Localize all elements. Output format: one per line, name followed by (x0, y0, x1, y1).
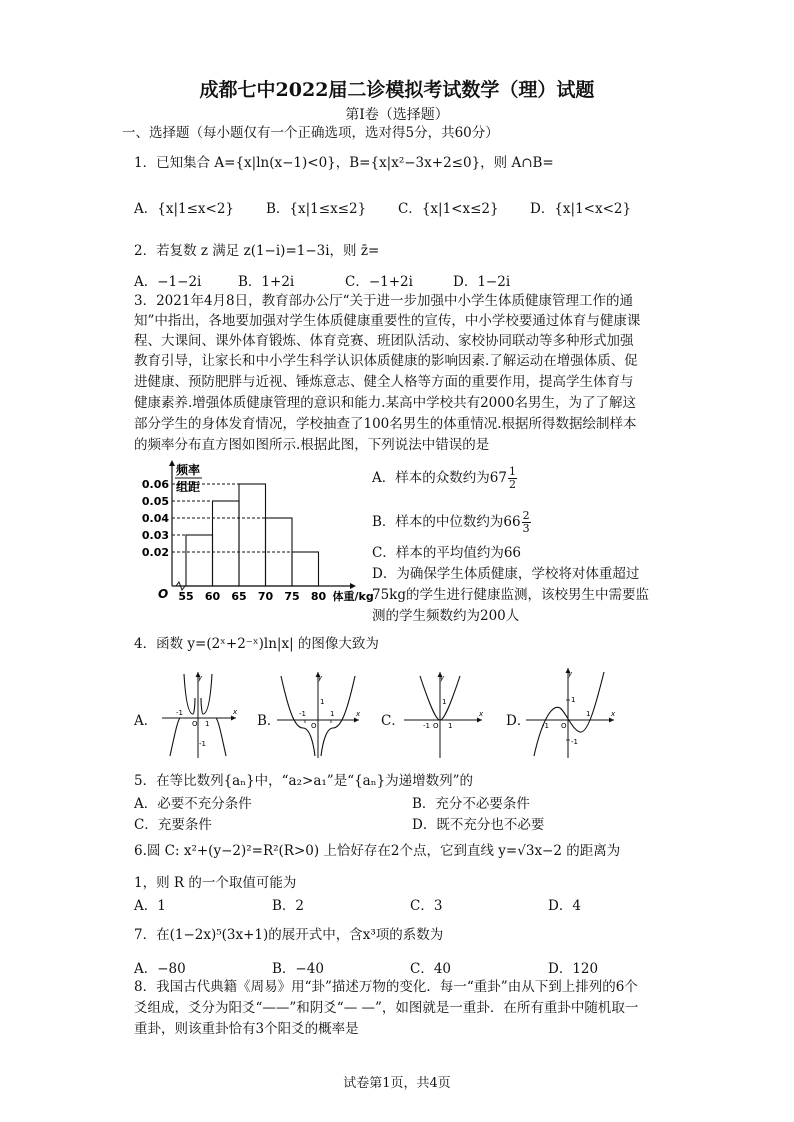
histogram-bar (239, 484, 266, 586)
origin-label: O (158, 587, 169, 601)
q3-a-denominator: 2 (508, 478, 516, 491)
q1-option-a: A．{x|1≤x<2} (134, 201, 235, 217)
svg-text:1: 1 (330, 710, 335, 718)
y-axis-label-bottom: 组距 (176, 480, 201, 494)
q4-graph-a (160, 668, 240, 760)
x-tick-label: 60 (204, 590, 221, 603)
q8-line-1: 8．我国古代典籍《周易》用“卦”描述万物的变化．每一“重卦”由从下到上排列的6个 (134, 979, 638, 995)
svg-text:1: 1 (448, 722, 453, 730)
svg-text:x: x (479, 710, 484, 718)
q5-stem: 5．在等比数列{aₙ}中，“a₂>a₁”是“{aₙ}为递增数列”的 (134, 773, 474, 789)
histogram-bar (186, 535, 213, 586)
q6-option-c: C．3 (410, 898, 443, 914)
q3-b-denominator: 3 (522, 522, 530, 535)
svg-text:x: x (356, 710, 361, 718)
svg-text:y: y (440, 674, 445, 682)
histogram-bar (292, 552, 319, 586)
q7-option-b: B．−40 (272, 961, 324, 977)
svg-text:O: O (561, 722, 567, 730)
q3-line-1: 3．2021年4月8日，教育部办公厅“关于进一步加强中小学生体质健康管理工作的通 (134, 293, 634, 309)
svg-text:x: x (233, 708, 238, 716)
svg-text:1: 1 (586, 710, 591, 718)
page-title: 成都七中2022届二诊模拟考试数学（理）试题 (199, 79, 595, 101)
q4-graph-b (275, 668, 363, 760)
x-tick-label: 70 (257, 590, 274, 603)
q2-stem: 2．若复数 z 满足 z(1−i)=1−3i，则 z̄= (134, 243, 380, 259)
q5-option-c: C．充要条件 (134, 817, 212, 833)
q3-option-b (372, 510, 531, 535)
x-tick-label: 80 (310, 590, 327, 603)
q6-option-d: D．4 (548, 898, 581, 914)
y-axis-label-top: 频率 (176, 463, 201, 477)
page-footer: 试卷第1页，共4页 (343, 1076, 451, 1091)
svg-text:y: y (318, 674, 323, 682)
x-axis-label: 体重/kg (332, 590, 374, 603)
svg-text:O: O (192, 720, 198, 728)
q4-label-b: B． (257, 713, 281, 729)
y-axis-arrow (169, 460, 175, 466)
histogram-bar (213, 501, 240, 586)
svg-text:1: 1 (320, 698, 325, 706)
q5-option-d: D．既不充分也不必要 (412, 817, 545, 833)
q2-option-d: D．1−2i (453, 274, 511, 290)
y-tick-label: 0.03 (141, 529, 169, 542)
q3-a-numerator: 1 (508, 465, 516, 478)
q3-line-6: 健康素养.增强体质健康管理的意识和能力.某高中学校共有2000名男生，为了了解这 (134, 395, 636, 411)
q1-option-c: C．{x|1<x≤2} (398, 201, 499, 217)
q6-option-b: B．2 (272, 898, 305, 914)
q3-option-a (372, 466, 517, 491)
q3-option-c: C．样本的平均值约为66 (372, 545, 522, 561)
q1-option-b: B．{x|1≤x≤2} (266, 201, 367, 217)
q6-stem-line-1: 6.圆 C: x²+(y−2)²=R²(R>0) 上恰好存在2个点，它到直线 y=√3x−2 的距离为 (134, 843, 621, 859)
x-tick-label: 65 (231, 590, 247, 603)
q3-option-d-line-2: 75kg的学生进行健康监测，该校男生中需要监 (372, 587, 649, 603)
q7-option-c: C．40 (410, 961, 452, 977)
part-title: 第Ⅰ卷（选择题） (345, 107, 449, 123)
y-tick-label: 0.02 (141, 546, 169, 559)
svg-text:y: y (568, 670, 573, 678)
q3-option-a-fraction (508, 466, 517, 491)
q3-line-2: 知”中指出，各地要加强对学生体质健康重要性的宣传，中小学校要通过体育与健康课 (134, 313, 641, 329)
q3-option-a-text: A．样本的众数约为67 (372, 470, 507, 486)
q8-line-2: 爻组成，爻分为阳爻“——”和阴爻“— —”，如图就是一重卦．在所有重卦中随机取一 (134, 1000, 639, 1016)
q3-line-4: 教育引导，让家长和中小学生科学认识体质健康的影响因素.了解运动在增强体质、促 (134, 353, 638, 369)
q7-option-d: D．120 (548, 961, 599, 977)
q3-option-b-text: B．样本的中位数约为66 (372, 514, 521, 530)
svg-text:-1: -1 (199, 740, 206, 748)
svg-text:1: 1 (571, 696, 576, 704)
q3-b-numerator: 2 (522, 509, 530, 522)
q7-option-a: A．−80 (134, 961, 186, 977)
x-axis-arrow (350, 583, 356, 589)
svg-text:x: x (611, 710, 616, 718)
q4-graph-d (522, 664, 618, 760)
q4-stem: 4．函数 y=(2ˣ+2⁻ˣ)ln|x| 的图像大致为 (134, 636, 379, 652)
q1-stem: 1．已知集合 A={x|ln(x−1)<0}，B={x|x²−3x+2≤0}，则 A∩B= (134, 155, 554, 171)
x-tick-label: 75 (284, 590, 300, 603)
q4-graph-c (398, 668, 486, 760)
svg-text:-1: -1 (423, 722, 430, 730)
q7-stem: 7．在(1−2x)⁵(3x+1)的展开式中，含x³项的系数为 (134, 927, 444, 943)
svg-text:O: O (433, 722, 439, 730)
q2-option-a: A．−1−2i (134, 274, 202, 290)
q4-label-a: A． (134, 713, 158, 729)
q2-option-b: B．1+2i (238, 274, 295, 290)
q3-option-d-line-3: 测的学生频数约为200人 (372, 608, 520, 624)
q6-option-a: A．1 (134, 898, 166, 914)
q4-label-c: C． (381, 713, 405, 729)
svg-text:-1: -1 (542, 722, 549, 730)
svg-text:1: 1 (205, 720, 210, 728)
q5-option-b: B．充分不必要条件 (412, 796, 530, 812)
y-tick-label: 0.05 (141, 495, 169, 508)
q4-label-d: D． (506, 713, 531, 729)
q3-line-8: 的频率分布直方图如图所示.根据此图，下列说法中错误的是 (134, 437, 490, 453)
q1-option-d: D．{x|1<x<2} (530, 201, 632, 217)
q6-stem-line-2: 1，则 R 的一个取值可能为 (134, 875, 297, 891)
q5-option-a: A．必要不充分条件 (134, 796, 252, 812)
svg-text:-1: -1 (299, 710, 306, 718)
frequency-histogram (120, 458, 374, 610)
q3-line-3: 程、大课间、课外体育锻炼、体育竞赛、班团队活动、家校协同联动等多种形式加强 (134, 333, 634, 349)
q3-line-5: 进健康、预防肥胖与近视、锤炼意志、健全人格等方面的重要作用，提高学生体育与 (134, 374, 634, 390)
q8-line-3: 重卦，则该重卦恰有3个阳爻的概率是 (134, 1021, 359, 1037)
svg-text:-1: -1 (571, 738, 578, 746)
y-tick-label: 0.06 (141, 478, 169, 491)
svg-text:1: 1 (442, 698, 447, 706)
x-tick-label: 55 (178, 590, 194, 603)
q3-option-b-fraction (522, 510, 531, 535)
section-heading: 一、选择题（每小题仅有一个正确选项，选对得5分，共60分） (122, 125, 499, 141)
svg-text:O: O (311, 722, 317, 730)
svg-text:-1: -1 (176, 709, 183, 717)
svg-text:y: y (198, 674, 203, 682)
q3-line-7: 部分学生的身体发育情况，学校抽查了100名男生的体重情况.根据所得数据绘制样本 (134, 416, 637, 432)
y-tick-label: 0.04 (141, 512, 169, 525)
q3-option-d-line-1: D．为确保学生体质健康，学校将对体重超过 (372, 566, 640, 582)
q2-option-c: C．−1+2i (345, 274, 413, 290)
